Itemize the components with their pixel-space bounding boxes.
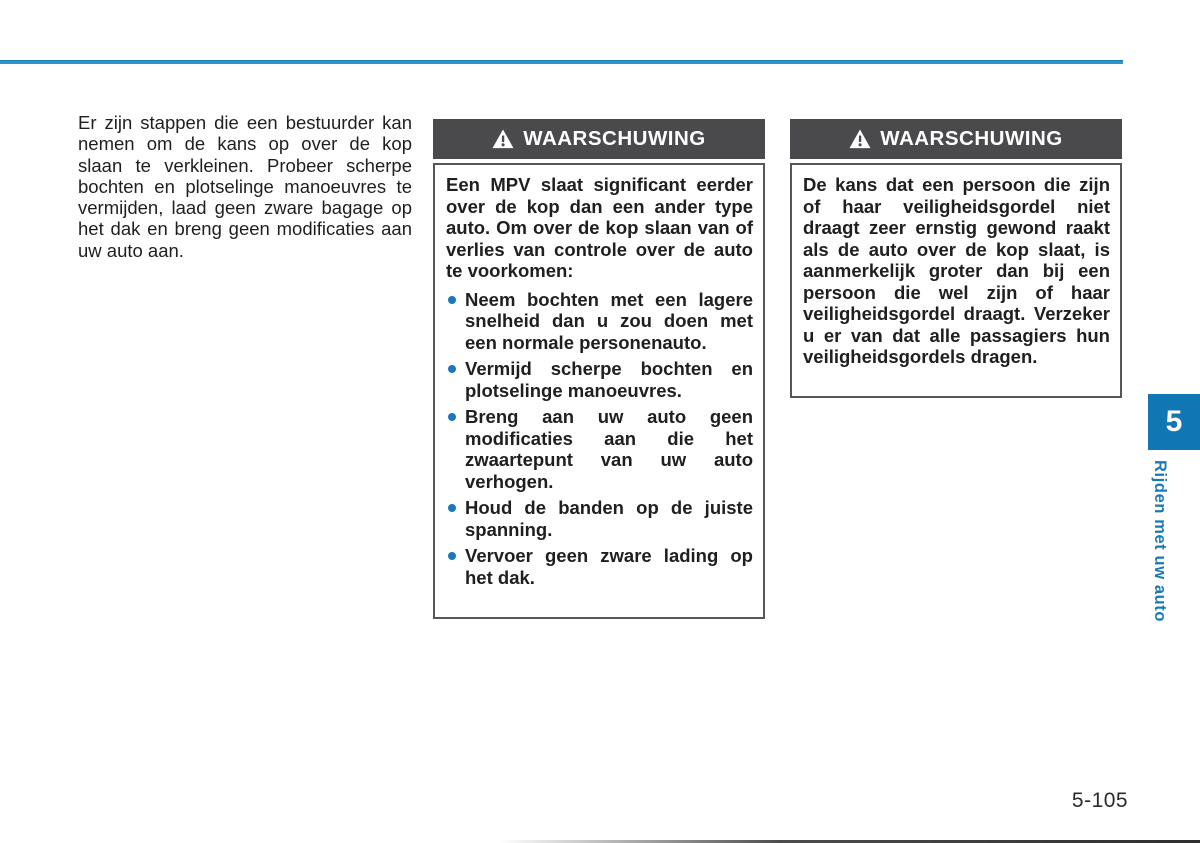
warning-body-text: De kans dat een persoon die zijn of haar veiligheidsgordel niet draagt zeer ernstig gewond raakt als de auto over de kop slaat, is aanmerkelijk groter dan bij een persoon die wel zijn of haar veiligheidsgordel draagt. Verzeker u er van dat alle passagiers hun veiligheidsgordels dragen. [803, 174, 1110, 367]
warning-body [433, 163, 765, 619]
warning-header-label: WAARSCHUWING [880, 127, 1063, 150]
chapter-tab [1148, 394, 1200, 450]
warning-bullet-item [446, 545, 753, 588]
bullet-icon [448, 365, 456, 373]
warning-bullet-item [446, 358, 753, 401]
bullet-icon [448, 413, 456, 421]
intro-paragraph: Er zijn stappen die een bestuurder kan nemen om de kans op over de kop slaan te verkleinen. Probeer scherpe bochten en plotselinge manoeuvres te vermijden, laad geen zware bagage op het dak en breng geen modificaties aan uw auto aan. [78, 112, 412, 261]
warning-box-rollover [433, 119, 765, 619]
warning-box-seatbelt [790, 119, 1122, 398]
bullet-text: Vermijd scherpe bochten en plotselinge manoeuvres. [465, 358, 753, 401]
bullet-text: Breng aan uw auto geen modificaties aan die het zwaartepunt van uw auto verhogen. [465, 406, 753, 492]
page-number: 5-105 [1071, 789, 1129, 812]
warning-bullet-item [446, 289, 753, 354]
bullet-icon [448, 504, 456, 512]
warning-bullet-item [446, 406, 753, 492]
warning-header [433, 119, 765, 159]
top-divider-rule [0, 60, 1123, 64]
warning-triangle-icon [492, 129, 514, 149]
bullet-text: Neem bochten met een lagere snelheid dan u zou doen met een normale personenauto. [465, 288, 753, 353]
bullet-icon [448, 296, 456, 304]
bullet-icon [448, 552, 456, 560]
warning-header [790, 119, 1122, 159]
chapter-title-vertical: Rijden met uw auto [1151, 460, 1169, 623]
chapter-number: 5 [1165, 405, 1183, 438]
bullet-text: Vervoer geen zware lading op het dak. [465, 545, 753, 588]
warning-body [790, 163, 1122, 398]
warning-header-label: WAARSCHUWING [523, 127, 706, 150]
warning-bullet-list [446, 289, 753, 589]
bullet-text: Houd de banden op de juiste spanning. [465, 497, 753, 540]
warning-intro-text: Een MPV slaat significant eerder over de kop dan een ander type auto. Om over de kop slaan van of verlies van controle over de auto te voorkomen: [446, 174, 753, 281]
warning-bullet-item [446, 497, 753, 540]
warning-triangle-icon [849, 129, 871, 149]
